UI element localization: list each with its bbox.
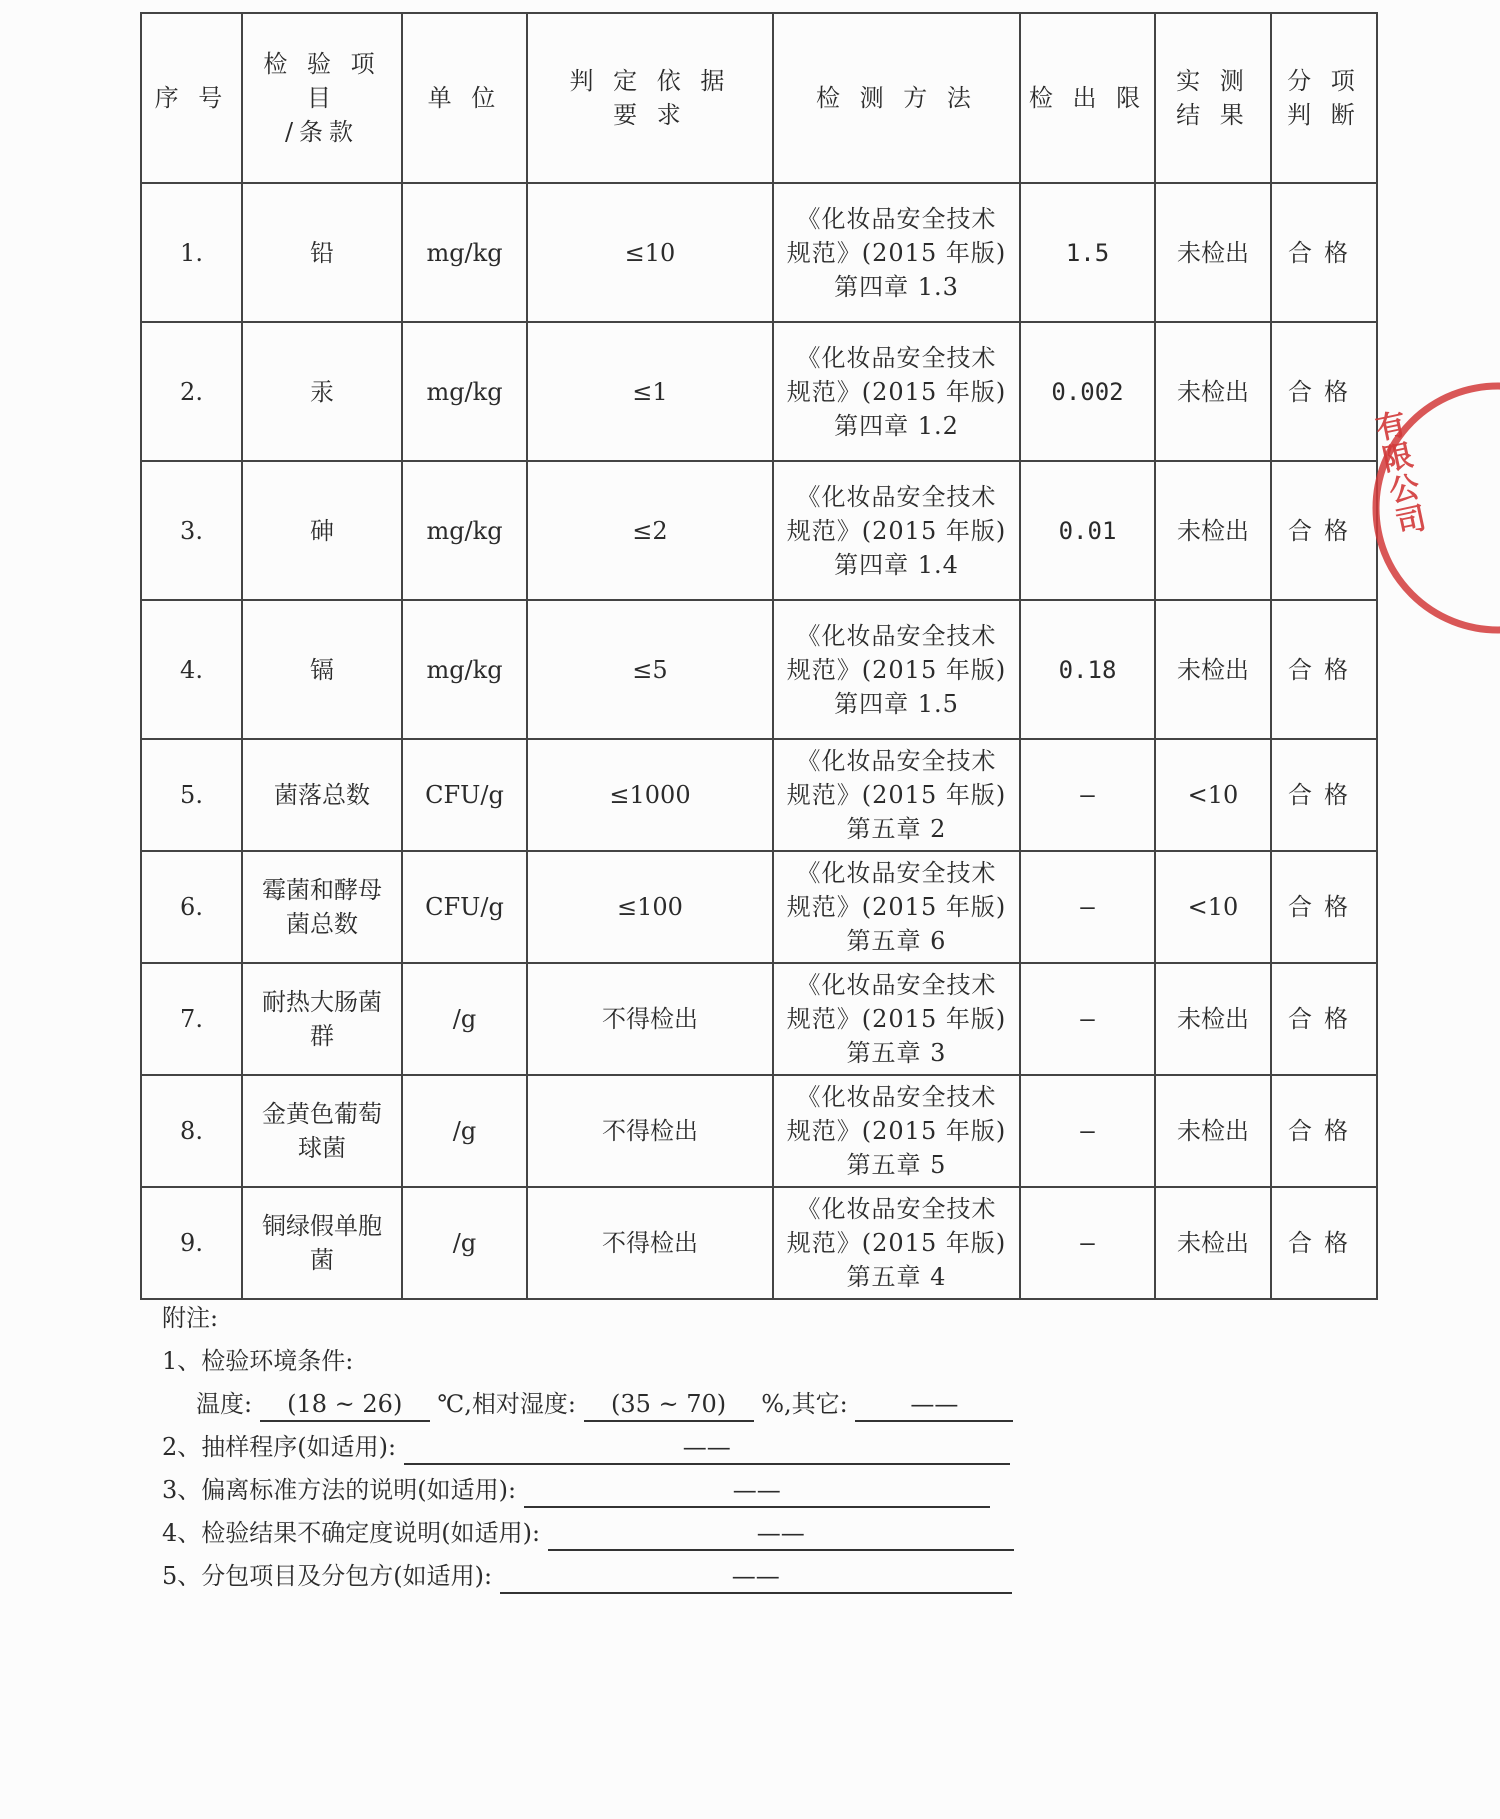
uncertainty-label: 4、检验结果不确定度说明(如适用): xyxy=(162,1519,541,1547)
cell-requirement: ≤1 xyxy=(527,322,773,461)
sampling-label: 2、抽样程序(如适用): xyxy=(162,1433,397,1461)
cell-requirement: ≤1000 xyxy=(527,739,773,851)
cell-item: 铜绿假单胞 菌 xyxy=(242,1187,402,1299)
cell-unit: mg/kg xyxy=(402,183,527,322)
temperature-value: (18 ~ 26) xyxy=(260,1388,430,1422)
subcontract-value: —— xyxy=(500,1560,1012,1594)
cell-seq: 4. xyxy=(141,600,242,739)
humidity-unit: %,其它: xyxy=(761,1390,848,1418)
cell-method: 《化妆品安全技术 规范》(2015 年版) 第四章 1.2 xyxy=(773,322,1020,461)
deviation-label: 3、偏离标准方法的说明(如适用): xyxy=(162,1476,517,1504)
env-conditions-line xyxy=(196,1386,1013,1422)
cell-detection-limit: 0.01 xyxy=(1020,461,1155,600)
uncertainty-value: —— xyxy=(548,1517,1014,1551)
sampling-value: —— xyxy=(404,1431,1010,1465)
cell-item: 金黄色葡萄 球菌 xyxy=(242,1075,402,1187)
table-row xyxy=(141,600,1377,739)
header-unit: 单 位 xyxy=(402,13,527,183)
cell-method: 《化妆品安全技术 规范》(2015 年版) 第五章 3 xyxy=(773,963,1020,1075)
deviation-line xyxy=(162,1472,990,1508)
table-row xyxy=(141,1187,1377,1299)
seal-text: 有限公司 xyxy=(1367,407,1428,541)
deviation-value: —— xyxy=(524,1474,990,1508)
table-row xyxy=(141,963,1377,1075)
cell-detection-limit: — xyxy=(1020,739,1155,851)
temperature-label: 温度: xyxy=(196,1390,253,1418)
cell-result: <10 xyxy=(1155,851,1271,963)
cell-requirement: 不得检出 xyxy=(527,1075,773,1187)
cell-result: 未检出 xyxy=(1155,1075,1271,1187)
humidity-value: (35 ~ 70) xyxy=(584,1388,754,1422)
cell-judgement: 合格 xyxy=(1271,600,1377,739)
cell-judgement: 合格 xyxy=(1271,1187,1377,1299)
cell-requirement: ≤10 xyxy=(527,183,773,322)
cell-detection-limit: 0.18 xyxy=(1020,600,1155,739)
cell-method: 《化妆品安全技术 规范》(2015 年版) 第四章 1.3 xyxy=(773,183,1020,322)
cell-unit: mg/kg xyxy=(402,322,527,461)
env-conditions-label: 1、检验环境条件: xyxy=(162,1347,354,1375)
table-row xyxy=(141,739,1377,851)
cell-result: 未检出 xyxy=(1155,963,1271,1075)
cell-seq: 7. xyxy=(141,963,242,1075)
cell-result: 未检出 xyxy=(1155,461,1271,600)
header-seq: 序 号 xyxy=(141,13,242,183)
cell-requirement: 不得检出 xyxy=(527,1187,773,1299)
cell-method: 《化妆品安全技术 规范》(2015 年版) 第四章 1.4 xyxy=(773,461,1020,600)
table-row xyxy=(141,322,1377,461)
cell-detection-limit: 1.5 xyxy=(1020,183,1155,322)
cell-judgement: 合格 xyxy=(1271,183,1377,322)
test-results-table xyxy=(140,12,1378,1300)
table-row xyxy=(141,851,1377,963)
cell-requirement: ≤100 xyxy=(527,851,773,963)
header-limit: 检 出 限 xyxy=(1020,13,1155,183)
cell-result: 未检出 xyxy=(1155,1187,1271,1299)
table-row xyxy=(141,461,1377,600)
cell-seq: 1. xyxy=(141,183,242,322)
cell-detection-limit: — xyxy=(1020,1075,1155,1187)
cell-seq: 9. xyxy=(141,1187,242,1299)
cell-judgement: 合格 xyxy=(1271,739,1377,851)
cell-judgement: 合格 xyxy=(1271,851,1377,963)
header-result: 实 测 结 果 xyxy=(1155,13,1271,183)
cell-method: 《化妆品安全技术 规范》(2015 年版) 第五章 6 xyxy=(773,851,1020,963)
cell-judgement: 合格 xyxy=(1271,322,1377,461)
cell-result: 未检出 xyxy=(1155,183,1271,322)
cell-seq: 6. xyxy=(141,851,242,963)
header-method: 检 测 方 法 xyxy=(773,13,1020,183)
cell-judgement: 合格 xyxy=(1271,963,1377,1075)
header-requirement: 判 定 依 据 要 求 xyxy=(527,13,773,183)
cell-item: 铅 xyxy=(242,183,402,322)
cell-requirement: ≤2 xyxy=(527,461,773,600)
subcontract-label: 5、分包项目及分包方(如适用): xyxy=(162,1562,493,1590)
cell-item: 汞 xyxy=(242,322,402,461)
cell-unit: /g xyxy=(402,963,527,1075)
cell-unit: mg/kg xyxy=(402,461,527,600)
cell-result: <10 xyxy=(1155,739,1271,851)
cell-detection-limit: — xyxy=(1020,963,1155,1075)
table-row xyxy=(141,1075,1377,1187)
cell-result: 未检出 xyxy=(1155,600,1271,739)
cell-judgement: 合格 xyxy=(1271,461,1377,600)
cell-method: 《化妆品安全技术 规范》(2015 年版) 第四章 1.5 xyxy=(773,600,1020,739)
table-row xyxy=(141,183,1377,322)
cell-seq: 3. xyxy=(141,461,242,600)
cell-item: 霉菌和酵母 菌总数 xyxy=(242,851,402,963)
header-item: 检 验 项 目 /条款 xyxy=(242,13,402,183)
subcontract-line xyxy=(162,1558,1012,1594)
cell-detection-limit: — xyxy=(1020,1187,1155,1299)
other-condition-value: —— xyxy=(855,1388,1013,1422)
uncertainty-line xyxy=(162,1515,1014,1551)
cell-detection-limit: 0.002 xyxy=(1020,322,1155,461)
cell-unit: CFU/g xyxy=(402,851,527,963)
cell-item: 砷 xyxy=(242,461,402,600)
sampling-line xyxy=(162,1429,1010,1465)
notes-heading: 附注: xyxy=(162,1304,219,1332)
cell-seq: 8. xyxy=(141,1075,242,1187)
cell-unit: mg/kg xyxy=(402,600,527,739)
cell-item: 镉 xyxy=(242,600,402,739)
cell-item: 耐热大肠菌 群 xyxy=(242,963,402,1075)
header-judgement: 分 项 判 断 xyxy=(1271,13,1377,183)
cell-method: 《化妆品安全技术 规范》(2015 年版) 第五章 2 xyxy=(773,739,1020,851)
table-header-row xyxy=(141,13,1377,183)
cell-requirement: 不得检出 xyxy=(527,963,773,1075)
cell-unit: CFU/g xyxy=(402,739,527,851)
cell-seq: 5. xyxy=(141,739,242,851)
temperature-unit: ℃,相对湿度: xyxy=(437,1390,576,1418)
cell-item: 菌落总数 xyxy=(242,739,402,851)
cell-requirement: ≤5 xyxy=(527,600,773,739)
cell-seq: 2. xyxy=(141,322,242,461)
cell-judgement: 合格 xyxy=(1271,1075,1377,1187)
cell-detection-limit: — xyxy=(1020,851,1155,963)
cell-unit: /g xyxy=(402,1187,527,1299)
cell-unit: /g xyxy=(402,1075,527,1187)
cell-result: 未检出 xyxy=(1155,322,1271,461)
cell-method: 《化妆品安全技术 规范》(2015 年版) 第五章 4 xyxy=(773,1187,1020,1299)
cell-method: 《化妆品安全技术 规范》(2015 年版) 第五章 5 xyxy=(773,1075,1020,1187)
